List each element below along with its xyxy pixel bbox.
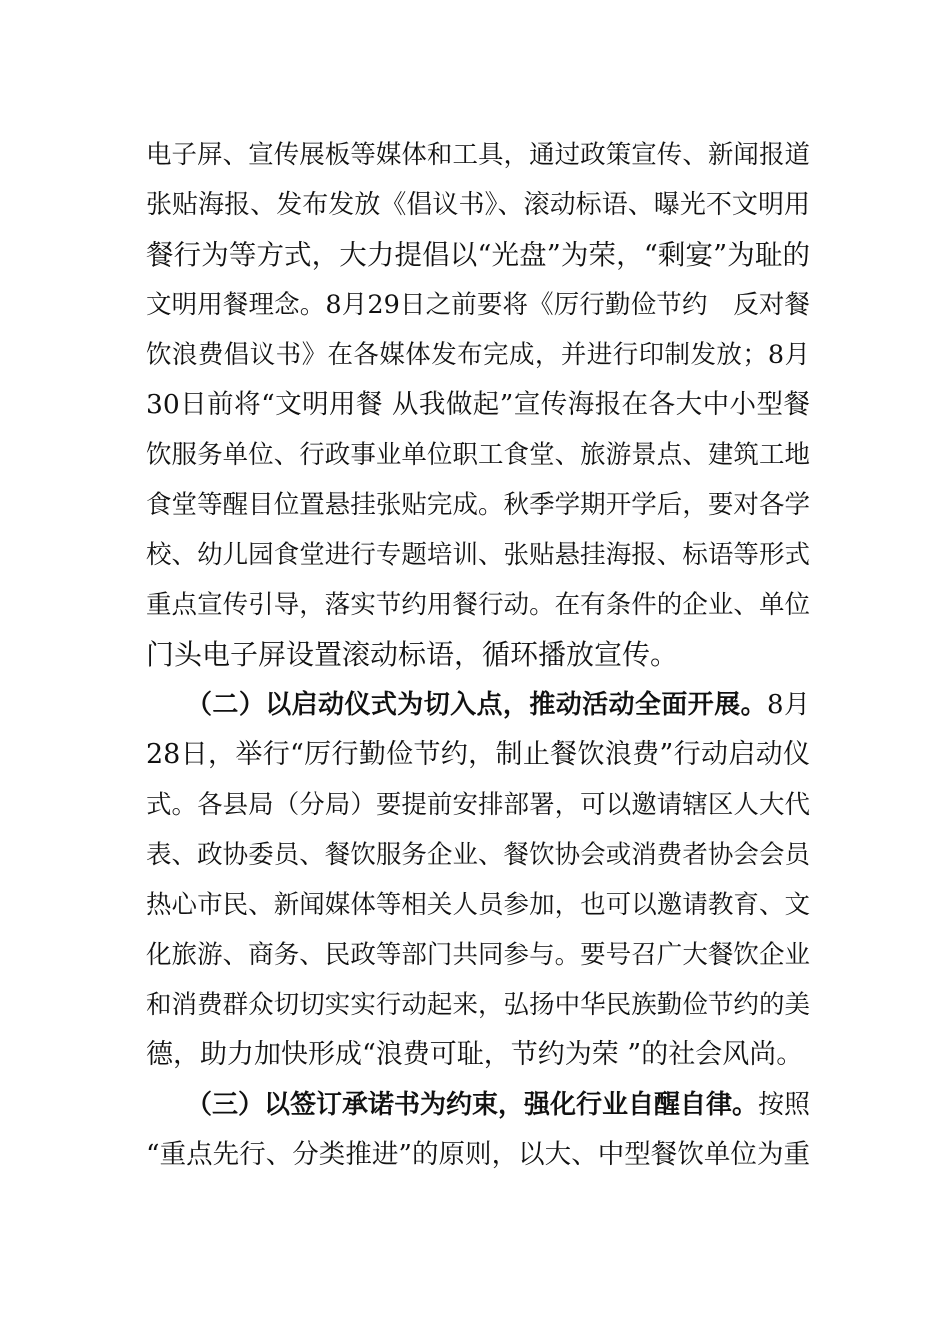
- text-line: 重点宣传引导，落实节约用餐行动。在有条件的企业、单位: [146, 590, 810, 620]
- text-line: 化旅游、商务、民政等部门共同参与。要号召广大餐饮企业: [146, 940, 810, 970]
- text-line: 餐行为等方式，大力提倡以“光盘”为荣，“剩宴”为耻的: [146, 239, 810, 271]
- text-line: 校、幼儿园食堂进行专题培训、张贴悬挂海报、标语等形式: [146, 540, 810, 570]
- text-line: 式。各县局（分局）要提前安排部署，可以邀请辖区人大代: [146, 790, 810, 820]
- section-heading-tail: 8月: [767, 690, 810, 720]
- text-line: 饮浪费倡议书》在各媒体发布完成，并进行印制发放；8月: [146, 340, 810, 370]
- text-line: 张贴海报、发布发放《倡议书》、滚动标语、曝光不文明用: [146, 190, 810, 220]
- text-line: 28日，举行“厉行勤俭节约，制止餐饮浪费”行动启动仪: [146, 739, 810, 770]
- text-line: “重点先行、分类推进”的原则，以大、中型餐饮单位为重: [146, 1139, 810, 1170]
- text-line: 食堂等醒目位置悬挂张贴完成。秋季学期开学后，要对各学: [146, 490, 810, 520]
- text-line: 德，助力加快形成“浪费可耻，节约为荣 ”的社会风尚。: [146, 1039, 804, 1070]
- text-line: 电子屏、宣传展板等媒体和工具，通过政策宣传、新闻报道: [146, 140, 810, 170]
- text-line: 30日前将“文明用餐 从我做起”宣传海报在各大中小型餐: [146, 389, 810, 420]
- text-line: 表、政协委员、餐饮服务企业、餐饮协会或消费者协会会员: [146, 840, 810, 870]
- text-line: 文明用餐理念。8月29日之前要将《厉行勤俭节约 反对餐: [146, 290, 810, 320]
- section-heading: （三）以签订承诺书为约束，强化行业自醒自律。: [186, 1090, 759, 1120]
- text-line: 饮服务单位、行政事业单位职工食堂、旅游景点、建筑工地: [146, 440, 810, 470]
- text-line: 门头电子屏设置滚动标语，循环播放宣传。: [146, 638, 679, 671]
- section-heading-tail: 按照: [758, 1090, 810, 1120]
- text-line: 热心市民、新闻媒体等相关人员参加，也可以邀请教育、文: [146, 890, 810, 920]
- section-heading: （二）以启动仪式为切入点，推动活动全面开展。: [186, 690, 768, 720]
- section-heading-line: [186, 685, 810, 725]
- section-heading-line: [186, 1085, 810, 1125]
- text-line: 和消费群众切切实实行动起来，弘扬中华民族勤俭节约的美: [146, 990, 810, 1020]
